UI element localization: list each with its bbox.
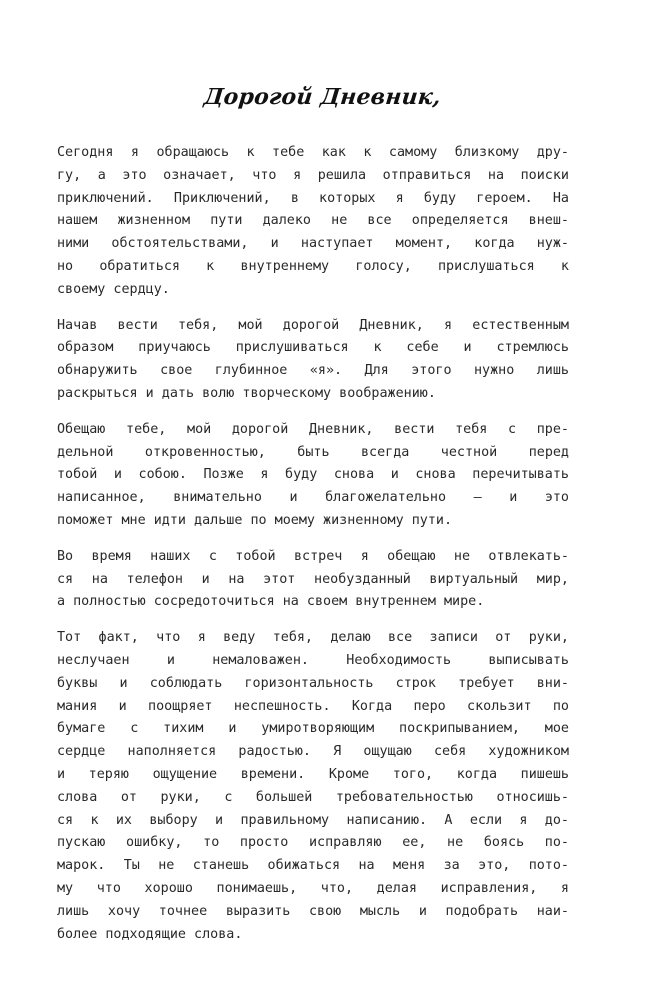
text-line: мания и поощряет неспешность. Когда перо скользит по <box>57 698 569 714</box>
text-line: слова от руки, с большей требовательностью относишь- <box>57 789 569 805</box>
text-line: Обещаю тебе, мой дорогой Дневник, вести тебя с пре- <box>57 421 569 437</box>
text-line: обнаружить свое глубинное «я». Для этого нужно лишь <box>57 363 569 379</box>
paragraph <box>57 315 569 406</box>
text-line: буквы и соблюдать горизонтальность строк требует вни- <box>57 675 569 691</box>
text-line: Во время наших с тобой встреч я обещаю не отвлекать- <box>57 548 569 564</box>
paragraph <box>57 142 569 302</box>
text-line: нашем жизненном пути далеко не все определяется внеш- <box>57 213 569 229</box>
paragraph <box>57 546 569 614</box>
text-line: более подходящие слова. <box>57 926 243 942</box>
text-line: дельной откровенностью, быть всегда честной перед <box>57 444 569 460</box>
text-line: приключений. Приключений, в которых я буду героем. На <box>57 190 569 206</box>
text-line: марок. Ты не станешь обижаться на меня за это, пото- <box>57 858 569 874</box>
text-line: написанное, внимательно и благожелательно — и это <box>57 490 569 506</box>
paragraph <box>57 627 569 946</box>
text-line: пускаю ошибку, то просто исправляю ее, не боясь по- <box>57 835 569 851</box>
text-line: му что хорошо понимаешь, что, делая исправления, я <box>57 880 569 896</box>
text-line: ся к их выбору и правильному написанию. А если я до- <box>57 812 569 828</box>
text-line: раскрыться и дать волю творческому воображению. <box>57 385 436 401</box>
page-title: Дорогой Дневник, <box>202 84 443 110</box>
text-line: сердце наполняется радостью. Я ощущаю себя художником <box>57 744 569 760</box>
text-line: поможет мне идти дальше по моему жизненному пути. <box>57 512 453 528</box>
text-line: образом приучаюсь прислушиваться к себе и стремлюсь <box>57 340 569 356</box>
text-line: а полностью сосредоточиться на своем внутреннем мире. <box>57 594 485 610</box>
text-line: Сегодня я обращаюсь к тебе как к самому близкому дру- <box>57 145 569 160</box>
text-line: ними обстоятельствами, и наступает момент, когда нуж- <box>57 236 569 252</box>
body-text <box>57 142 569 959</box>
text-line: Тот факт, что я веду тебя, делаю все записи от руки, <box>57 630 569 646</box>
text-line: Начав вести тебя, мой дорогой Дневник, я естественным <box>57 317 569 333</box>
text-line: своему сердцу. <box>57 281 170 297</box>
text-line: неслучаен и немаловажен. Необходимость выписывать <box>57 652 569 668</box>
text-line: лишь хочу точнее выразить свою мысль и подобрать наи- <box>57 903 569 919</box>
paragraph <box>57 419 569 533</box>
text-line: и теряю ощущение времени. Кроме того, когда пишешь <box>57 766 569 782</box>
text-line: тобой и собою. Позже я буду снова и снова перечитывать <box>57 467 569 483</box>
text-line: но обратиться к внутреннему голосу, прислушаться к <box>57 258 569 274</box>
text-line: гу, а это означает, что я решила отправиться на поиски <box>57 167 569 183</box>
text-line: ся на телефон и на этот необузданный виртуальный мир, <box>57 571 569 587</box>
title-container <box>0 84 645 110</box>
text-line: бумаге с тихим и умиротворяющим поскрипыванием, мое <box>57 721 569 737</box>
